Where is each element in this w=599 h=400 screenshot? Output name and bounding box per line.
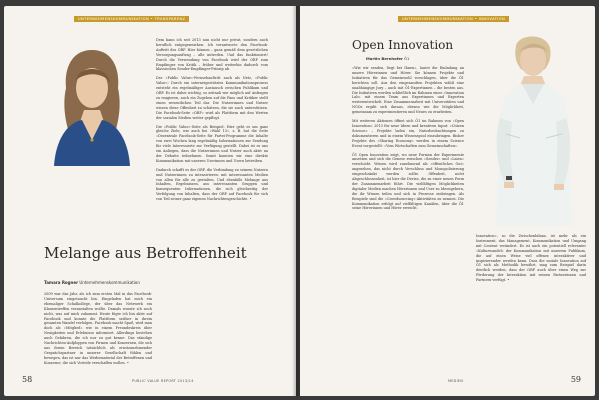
- headline: Open Innovation: [352, 38, 454, 52]
- article-column-left: [44, 292, 152, 370]
- page-number: 59: [570, 375, 581, 384]
- paragraph: Dadurch schafft es der ORF, die Verbindung zu seinem Nutzern und Nutzerinnen zu intensivieren: mit interessanten Medien von allen für alle zu gestalten. Und ebenfalls Melange aus Inhalten, Ergebnissen, aus interessanten Gruppen und konsequenten Informationen, die sich gleichzeitig der Verfolgung von Inhalten, dass der ORF auf Facebook für sich von Teil seiner ganz eigenen Nachrichtengeschichte. •: [156, 167, 268, 202]
- article-column-right: [476, 234, 586, 287]
- paragraph: Ö1 Open Innovation zeigt, wo neue Formen der Experimente ansetzen und sich die Genese zwischen »Sender« und »Laien« verschiebt. Wissen wird zunehmend als »öffentliches Gut« angesehen, das nicht durch Verschluss und Monopolisierung eingeschränkt werden sollte. Offenheit, nicht Abgeschlossenheit, ist hier die Devise, die zu einer neuen Form der Zusammenarbeit führt. Die vielfältigen Möglichkeiten digitaler Medien machen Hörerinnen und User zu Ideengebern, die ihr Wissen teilen und sich in Prozesse einbringen. Als Beispiele sind die »Crowdsourcing«-Aktivitäten zu nennen. Die Kommunikation erfolgt auf vielfältigen Kanälen, über die Ö1 seine Hörerinnen und Hörer erreicht.: [352, 152, 464, 211]
- paragraph: Die »Public Value«-Seite als Beispiel: Hier geht es um ganz gleiche Ziele, wie auch bei »Wahl 13«, z. B. hat die Seite »Dezentrale Facebook-Seite für Partei-Programme die Inhalte von zwei Wochen lang regelmäßig Informationen zur Sendung für viele Interessierte zur Verfügung gestellt. Dabei ist es uns ein Anliegen, dass die Nutzerinnen und Nutzer auch aktiv an der Debatte teilnehmen. Somit konnten wir eine direkte Kommunikation mit unseren Userinnen und Usern betreiben.: [156, 124, 268, 163]
- paragraph: »Wie wir senden, liegt bei Ihnen«, lautet die Einladung an unsere Hörerinnen und Hörer. Sie können Projekte und Initiativen für das Gemeinwohl vorschlagen, über die Ö1 berichten soll. Aus den eingesandten Projekten wählt eine unabhängige Jury – auch mit Ö1-Expertinnen – die besten aus. Die Initiativen werden schließlich im Rahmen einer »Innovation Lab« mit einem Team aus Expertinnen und Experten weiterentwickelt. Eine Zusammenarbeit mit Universitäten und NGOs ergibt sich daraus, ebenso wie die Möglichkeit, gemeinsam zu experimentieren und Neues zu erarbeiten.: [352, 66, 464, 115]
- author-name: Martin Bernhofer: [366, 56, 403, 61]
- paragraph: Dem kann ich seit 2013 nun nicht nur privat, sondern auch beruflich entgegenwirken: Ich verantworte den Facebook-Auftritt des ORF. Hier können – ganz gemäß dem gesetzlichen Versorgungsauftrag – alle mitreden. Und das funktioniert! Durch die Verwendung von Facebook wird der ORF zum Empfänger von Kritik – früher und weiterhin dadurch vom klassischen Sender-Empfänger-Prinzip ab.: [156, 38, 268, 72]
- section-label: UNTERNEHMENSKOMMUNIKATION • TRANSPARENZ: [74, 16, 189, 22]
- article-column-right: [156, 38, 268, 206]
- headline: [44, 244, 247, 262]
- author-name: Tamara Rogner: [44, 280, 79, 285]
- author-role: Unternehmenskommunikation: [79, 280, 140, 285]
- paragraph: Der »Public Value«-Fernsehauftritt auch als Netz, »Public Value«: Durch ein internetgestütztes Kommunikationsprozess entsteht ein regelmäßiger Austausch zwischen Publikum und ORF. Es ist dabei wichtig, so zeitnah wie möglich auf Anfragen zu reagieren, auch ein Zugehen auf die Fans und Kritiker stellt einen wesentlichen Teil dar. Die Nutzerinnen und Nutzer wissen diese Offenheit zu schätzen, die sie auch unterstützen. Die Facebook-Seite »ORF« wird als Plattform mit den Werten der sozialen Medien weiter gepflegt.: [156, 76, 268, 120]
- footer-label: MEDIEN: [448, 379, 464, 383]
- left-page: [4, 6, 296, 396]
- portrait-illustration-man: [476, 26, 586, 226]
- section-label: UNTERNEHMENSKOMMUNIKATION • INNOVATION: [398, 16, 509, 22]
- headline-text: Melange aus Betroffenheit: [44, 244, 247, 262]
- author-role: Ö1: [404, 56, 410, 61]
- paragraph: 2009 war das Jahr, als ich zum ersten Mal in das Facebook-Universum eingetaucht bin. Eingeladen hat mich ein ehemaliger Schulkollege, der über das Netzwerk ein Klassentreffen veranstalten wollte. Damals wusste ich noch nicht, was auf mich zukommt. Heute fügte ich bin aktiv auf Facebook und konnte die Plattform seither in ihrem gesamten Wandel verfolgen. Facebook macht Spaß, wird man doch als »Mitglied« wie in einem Freundeskreis über Neuigkeiten und Erlebnisse informiert. Allerdings bestehen auch Gefahren, die ich nur zu gut kenne: Das ständige Nachrichten-Aufploppen von Firmen und Konzernen, die sich aus ihrem Bereich tatsächlich als ernstzunehmender Gesprächspartner in unserer Gesellschaft fühlen und bewegen, das ist nur das Werbematerial der Betroffenen und Konzerne, die sich Vorteile verschaffen wollen. •: [44, 292, 152, 365]
- paragraph: Innovation«, so die Zwischenbilanz, ist mehr als ein Instrument, das Management, Kommunikation und Umgang mit Content verändert. Es ist auch ein potentiell relevanter »Kulturwandel« der Kommunikation mit unserem Publikum, die auf einen Weise viel offener, interaktiver und inspirierender werden kann. Dass die soziale Innovation auf Ö1 sich als Methodik bewährt, mag zum Beispiel darin deutlich werden, dass der ORF auch über einen Weg zur Förderung der Interaktion mit seinen Partnerinnen und Partnern verfügt. •: [476, 234, 586, 283]
- byline: [44, 280, 140, 285]
- portrait-illustration-woman: [42, 36, 142, 166]
- footer-label: PUBLIC VALUE REPORT 2013/14: [132, 379, 194, 383]
- paragraph: Mit weiteren Aktionen öffnet sich Ö1 im Rahmen von »Open Innovation« 2013 für neue Ideen und kreativen Input: »Citizen Science« – Projekte laden ein, Naturbeobachtungen zu dokumentieren und in einem Wissenspool einzubringen. Bisher Projekte des »Sharing Economy« werden in einem Science Event vorgestellt: »Vom Wirtschaften zum Gemeinschaften«.: [352, 119, 464, 148]
- article-column-left: [352, 66, 464, 215]
- page-number: 58: [22, 375, 33, 384]
- right-page: [300, 6, 595, 396]
- byline: [366, 56, 409, 61]
